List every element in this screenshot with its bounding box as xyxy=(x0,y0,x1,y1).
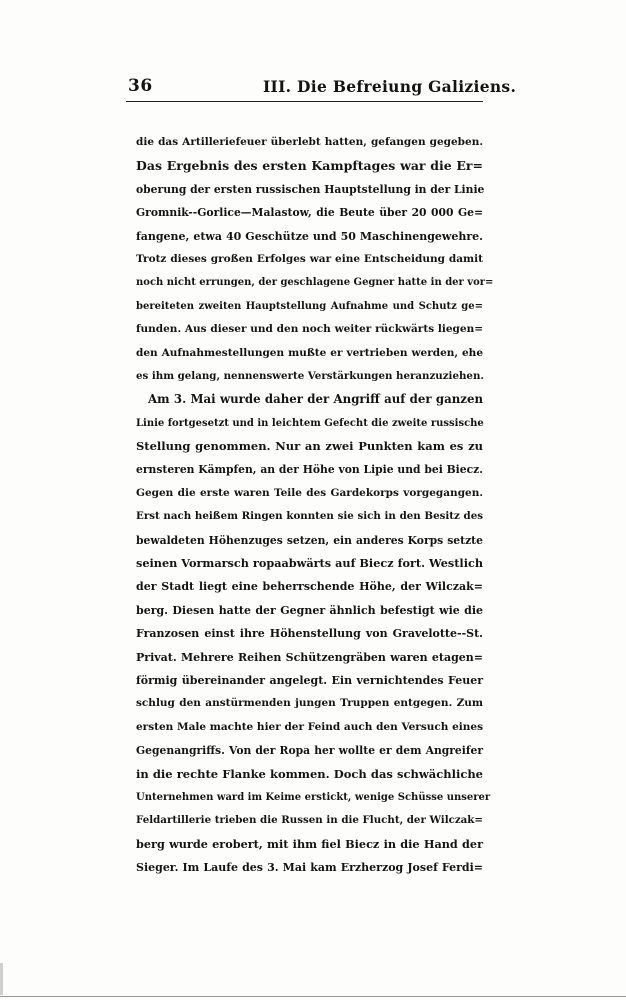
scan-edge-mark xyxy=(0,963,3,995)
text-line: Privat. Mehrere Reihen Schützengräben waren etagen= xyxy=(136,650,483,664)
paragraph-start-line: Am 3. Mai wurde daher der Angriff auf der ganzen xyxy=(148,392,483,407)
text-line: oberung der ersten russischen Hauptstellung in der Linie xyxy=(136,182,485,196)
text-line: Erst nach heißem Ringen konnten sie sich in den Besitz des xyxy=(136,510,483,523)
text-line: bereiteten zweiten Hauptstellung Aufnahme und Schutz ge= xyxy=(136,300,483,312)
text-line: Sieger. Im Laufe des 3. Mai kam Erzherzog Josef Ferdi= xyxy=(136,861,483,875)
text-line: bewaldeten Höhenzuges setzen, ein anderes Korps setzte xyxy=(136,533,483,547)
text-line: noch nicht errungen, der geschlagene Gegner hatte in der vor= xyxy=(136,277,494,289)
text-line: Linie fortgesetzt und in leichtem Gefecht die zweite russische xyxy=(136,417,484,429)
text-line: Gromnik--Gorlice—Malastow, die Beute über 20 000 Ge= xyxy=(136,206,483,220)
text-line: Das Ergebnis des ersten Kampftages war die Er= xyxy=(136,158,483,174)
text-line: der Stadt liegt eine beherrschende Höhe, der Wilczak= xyxy=(136,580,483,594)
page-header xyxy=(128,76,517,100)
header-rule xyxy=(126,101,483,102)
text-line: in die rechte Flanke kommen. Doch das schwächliche xyxy=(136,766,483,781)
body-text xyxy=(136,131,494,880)
text-line: ersten Male machte hier der Feind auch den Versuch eines xyxy=(136,720,483,733)
text-line: schlug den anstürmenden jungen Truppen entgegen. Zum xyxy=(136,697,483,710)
text-line: berg wurde erobert, mit ihm fiel Biecz in die Hand der xyxy=(136,836,483,851)
text-line: Gegenangriffs. Von der Ropa her wollte er dem Angreifer xyxy=(136,744,483,758)
text-line: es ihm gelang, nennenswerte Verstärkungen heranzuziehen. xyxy=(136,369,484,382)
text-line: funden. Aus dieser und den noch weiter rückwärts liegen= xyxy=(136,323,483,336)
text-line: Franzosen einst ihre Höhenstellung von Gravelotte--St. xyxy=(136,627,483,641)
text-line: Unternehmen ward im Keime erstickt, wenige Schüsse unserer xyxy=(136,791,491,803)
text-line: Feldartillerie trieben die Russen in die Flucht, der Wilczak= xyxy=(136,814,483,827)
text-line: förmig übereinander angelegt. Ein vernichtendes Feuer xyxy=(136,673,483,687)
text-line: Stellung genommen. Nur an zwei Punkten kam es zu xyxy=(136,439,483,454)
page-number: 36 xyxy=(128,76,153,96)
text-line: fangene, etwa 40 Geschütze und 50 Maschinengewehre. xyxy=(136,229,483,243)
text-line: Gegen die erste waren Teile des Gardekorps vorgegangen. xyxy=(136,486,483,499)
text-line: die das Artilleriefeuer überlebt hatten, gefangen gegeben. xyxy=(136,136,483,148)
running-head: III. Die Befreiung Galiziens. xyxy=(263,77,517,96)
page-bottom-edge xyxy=(0,996,626,997)
text-line: berg. Diesen hatte der Gegner ähnlich befestigt wie die xyxy=(136,603,483,617)
text-line: seinen Vormarsch ropaabwärts auf Biecz fort. Westlich xyxy=(136,556,483,571)
text-line: ernsteren Kämpfen, an der Höhe von Lipie und bei Biecz. xyxy=(136,463,483,477)
text-line: den Aufnahmestellungen mußte er vertrieben werden, ehe xyxy=(136,346,483,359)
text-line: Trotz dieses großen Erfolges war eine Entscheidung damit xyxy=(136,252,483,265)
